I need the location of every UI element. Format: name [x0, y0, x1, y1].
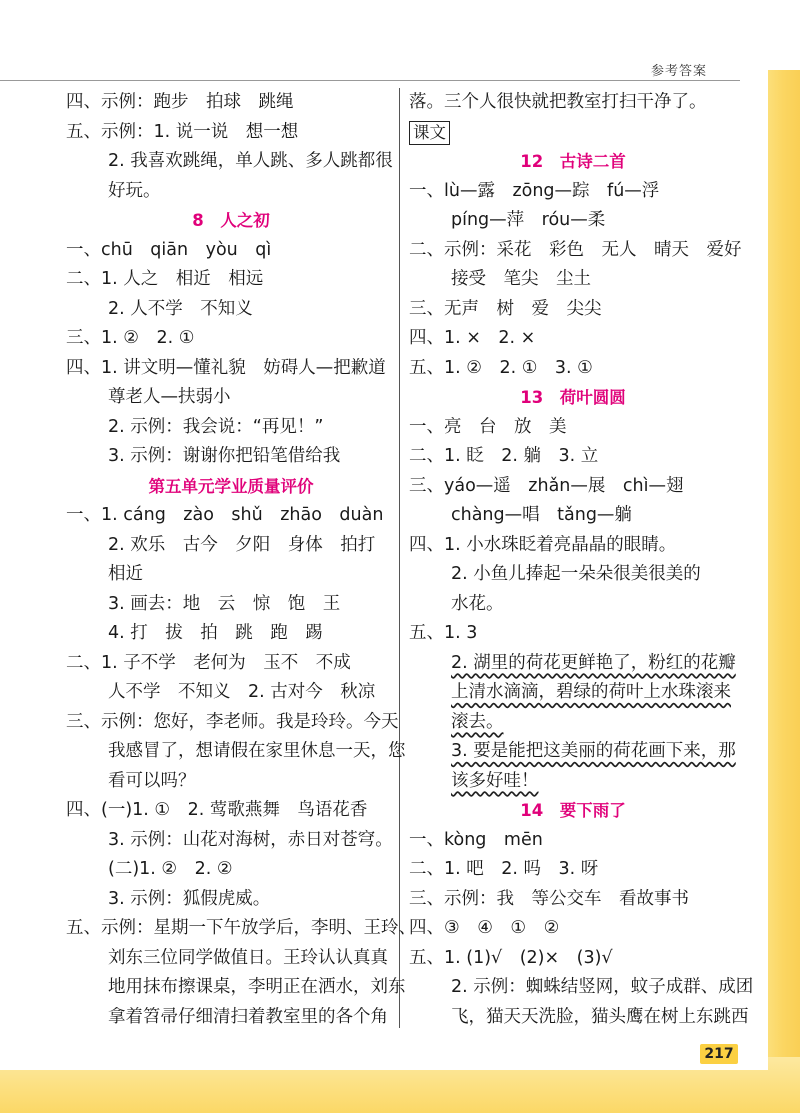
answer-line [66, 354, 396, 384]
answer-text: 四、③ ④ ① ② [409, 918, 560, 938]
answer-text: 3. 要是能把这美丽的荷花画下来，那 [451, 741, 736, 761]
answer-line [66, 236, 396, 266]
answer-text: 第五单元学业质量评价 [148, 476, 314, 496]
answer-text: 好玩。 [108, 180, 161, 201]
answer-text: 2. 人不学 不知义 [108, 298, 253, 319]
answer-line [66, 855, 396, 885]
answer-text: 2. 欢乐 古今 夕阳 身体 拍打 [108, 534, 376, 555]
section-heading [409, 147, 737, 177]
answer-line [409, 678, 737, 708]
answer-line [66, 590, 396, 620]
answer-line [66, 501, 396, 531]
answer-line [409, 265, 737, 295]
answer-text: 二、1. 子不学 老何为 玉不 不成 [66, 652, 351, 673]
answer-text: 二、1. 人之 相近 相远 [66, 269, 264, 289]
left-column [66, 88, 416, 1032]
answer-line [66, 649, 396, 679]
answer-text: 落。三个人很快就把教室打扫干净了。 [409, 92, 707, 112]
header-rule [0, 80, 740, 81]
answer-text: 三、无声 树 爱 尖尖 [409, 298, 602, 319]
page-number: 217 [700, 1044, 738, 1064]
answer-line [66, 885, 396, 915]
answer-text: 看可以吗？ [108, 770, 196, 791]
answer-text: 飞，猫天天洗脸，猫头鹰在树上东跳西 [451, 1006, 749, 1027]
answer-line [66, 147, 396, 177]
answer-line [409, 737, 737, 767]
answer-line [66, 442, 396, 472]
answer-line [409, 973, 754, 1003]
answer-text: 地用抹布擦课桌，李明正在洒水，刘东 [108, 977, 406, 997]
answer-text: 2. 示例：我会说：“再见！” [108, 416, 324, 437]
answer-line [66, 560, 396, 590]
answer-line [66, 324, 396, 354]
answer-text: 3. 示例：狐假虎威。 [108, 888, 271, 909]
answer-line [66, 973, 406, 1003]
answer-text: 五、1. 3 [409, 623, 478, 643]
answer-text: 2. 我喜欢跳绳，单人跳、多人跳都很 [108, 151, 393, 171]
answer-line [409, 1003, 749, 1033]
answer-text: píng—萍 róu—柔 [451, 210, 606, 230]
answer-text: 上清水滴滴，碧绿的荷叶上水珠滚来 [451, 682, 731, 702]
answer-text: 四、1. × 2. × [409, 328, 536, 348]
answer-line [409, 206, 737, 236]
answer-text: 五、1. (1)√ (2)× (3)√ [409, 947, 613, 968]
answer-line [409, 88, 737, 118]
answer-text: 二、1. 吧 2. 吗 3. 呀 [409, 859, 599, 879]
answer-line [409, 855, 737, 885]
answer-line [409, 619, 737, 649]
answer-line [66, 531, 396, 561]
answer-line [409, 501, 737, 531]
answer-text: 尊老人—扶弱小 [108, 387, 231, 407]
answer-text: 12 古诗二首 [520, 152, 626, 171]
column-divider [399, 88, 400, 1028]
answer-text: 一、chū qiān yòu qì [66, 239, 272, 260]
answer-line [66, 383, 396, 413]
answer-text: 二、示例：采花 彩色 无人 晴天 爱好 [409, 239, 742, 260]
answer-line [66, 826, 396, 856]
answer-line [66, 295, 396, 325]
answer-line [409, 472, 737, 502]
answer-text: 3. 示例：谢谢你把铅笔借给我 [108, 446, 341, 466]
answer-line [66, 177, 396, 207]
answer-text: 一、1. cáng zào shǔ zhāo duàn [66, 505, 384, 525]
answer-line [66, 1003, 396, 1033]
answer-line [409, 708, 737, 738]
section-heading [409, 796, 737, 826]
answer-text: 13 荷叶圆圆 [520, 388, 626, 407]
answer-line [66, 944, 396, 974]
answer-line [409, 354, 737, 384]
answer-text: 接受 笔尖 尘土 [451, 269, 591, 289]
answer-line [409, 767, 737, 797]
answer-text: 四、1. 小水珠眨着亮晶晶的眼睛。 [409, 534, 677, 555]
answer-text: 2. 小鱼儿捧起一朵朵很美很美的 [451, 564, 701, 584]
answer-text: 三、示例：我 等公交车 看故事书 [409, 888, 689, 909]
answer-text: 四、(一)1. ① 2. 莺歌燕舞 鸟语花香 [66, 800, 368, 820]
answer-line [409, 560, 737, 590]
answer-line [409, 885, 737, 915]
answer-text: chàng—唱 tǎng—躺 [451, 505, 632, 525]
answer-text: 我感冒了，想请假在家里休息一天，您 [108, 741, 406, 761]
section-heading [66, 206, 396, 236]
answer-line [66, 737, 406, 767]
answer-text: 二、1. 眨 2. 躺 3. 立 [409, 446, 599, 466]
answer-line [409, 177, 737, 207]
answer-text: 课文 [409, 121, 450, 145]
answer-text: 一、kòng mēn [409, 829, 543, 850]
answer-line [66, 118, 396, 148]
answer-text: 三、1. ② 2. ① [66, 328, 195, 348]
answer-text: 8 人之初 [192, 211, 270, 230]
answer-line [66, 767, 396, 797]
answer-line [66, 88, 396, 118]
answer-text: 相近 [108, 564, 143, 584]
answer-text: 2. 湖里的荷花更鲜艳了，粉红的花瓣 [451, 652, 736, 673]
header-title: 参考答案 [651, 64, 708, 79]
answer-line [66, 619, 396, 649]
answer-text: 拿着笤帚仔细清扫着教室里的各个角 [108, 1006, 388, 1027]
answer-line [409, 590, 737, 620]
answer-line [66, 678, 396, 708]
answer-line [66, 413, 396, 443]
right-column [409, 88, 754, 1032]
answer-line [409, 324, 737, 354]
answer-text: 4. 打 拔 拍 跳 跑 踢 [108, 623, 323, 643]
section-heading [66, 472, 396, 502]
answer-line [409, 649, 737, 679]
answer-text: 五、示例：星期一下午放学后，李明、王玲、 [66, 918, 416, 938]
answer-line [409, 442, 737, 472]
answer-text: 滚去。 [451, 711, 504, 732]
answer-text: 刘东三位同学做值日。王玲认认真真 [108, 947, 388, 968]
answer-text: 五、示例：1. 说一说 想一想 [66, 121, 299, 142]
section-label-box [409, 118, 737, 148]
answer-line [409, 944, 737, 974]
answer-text: 一、lù—露 zōng—踪 fú—浮 [409, 180, 660, 201]
section-heading [409, 383, 737, 413]
answer-line [409, 236, 742, 266]
answer-text: (二)1. ② 2. ② [108, 859, 233, 879]
answer-text: 3. 示例：山花对海树，赤日对苍穹。 [108, 829, 393, 850]
answer-text: 三、yáo—遥 zhǎn—展 chì—翅 [409, 475, 684, 496]
answer-text: 水花。 [451, 593, 504, 614]
answer-line [66, 914, 416, 944]
answer-text: 2. 示例：蜘蛛结竖网，蚊子成群、成团 [451, 977, 754, 997]
answer-text: 3. 画去：地 云 惊 饱 王 [108, 593, 341, 614]
answer-text: 14 要下雨了 [520, 801, 626, 820]
answer-text: 该多好哇！ [451, 770, 539, 791]
answer-text: 一、亮 台 放 美 [409, 416, 567, 437]
answer-text: 三、示例：您好，李老师。我是玲玲。今天 [66, 711, 399, 732]
answer-line [66, 708, 399, 738]
answer-line [409, 295, 737, 325]
answer-text: 四、示例：跑步 拍球 跳绳 [66, 92, 294, 112]
answer-line [409, 914, 737, 944]
answer-line [409, 413, 737, 443]
answer-line [66, 265, 396, 295]
answer-text: 四、1. 讲文明—懂礼貌 妨碍人—把歉道 [66, 357, 386, 378]
answer-line [409, 531, 737, 561]
answer-text: 人不学 不知义 2. 古对今 秋凉 [108, 682, 376, 702]
answer-line [66, 796, 396, 826]
answer-line [409, 826, 737, 856]
answer-text: 五、1. ② 2. ① 3. ① [409, 357, 593, 378]
